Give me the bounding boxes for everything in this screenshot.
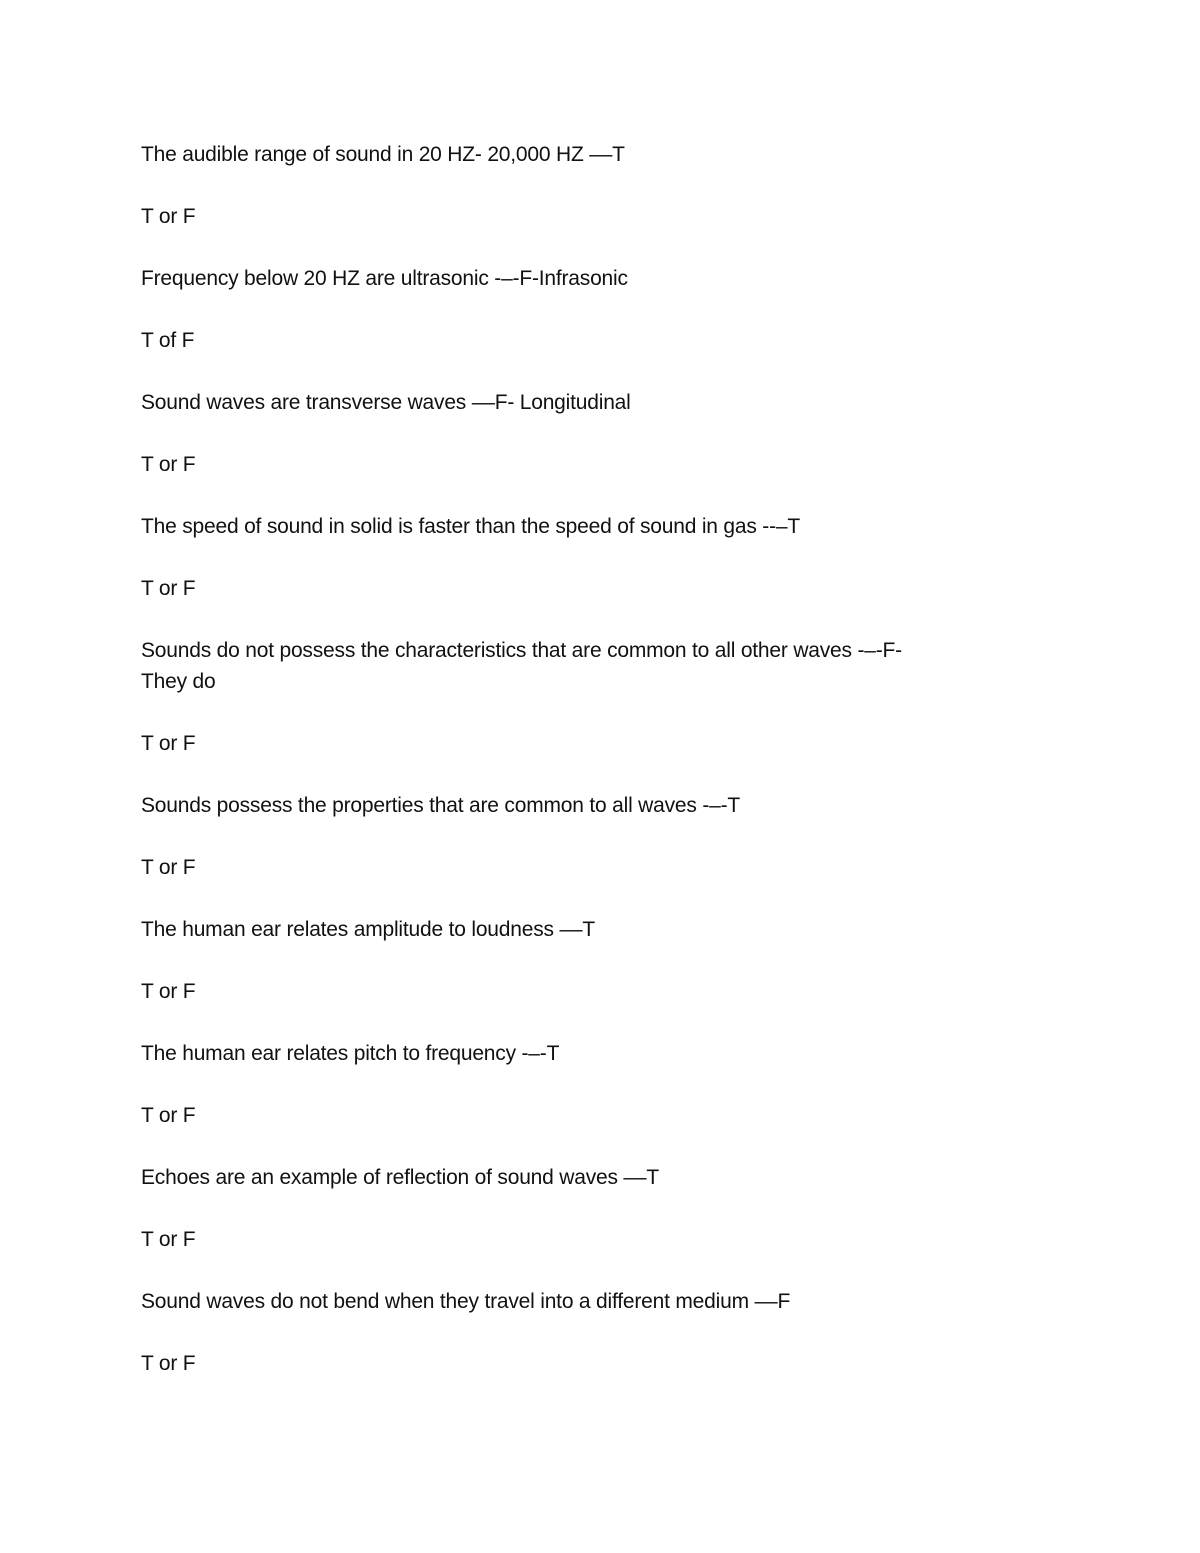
prompt-line: T or F (141, 980, 196, 1003)
statement-line: The human ear relates pitch to frequency -–-T (141, 1042, 560, 1065)
prompt-line: T or F (141, 856, 196, 879)
statement-line: Sound waves do not bend when they travel into a different medium ––F (141, 1290, 791, 1313)
prompt-line: T or F (141, 1228, 196, 1251)
prompt-line: T or F (141, 453, 196, 476)
prompt-line: T or F (141, 205, 196, 228)
document-body (141, 139, 1041, 1410)
statement-line: The audible range of sound in 20 HZ- 20,000 HZ ––T (141, 143, 625, 166)
statement-line: Sound waves are transverse waves ––F- Longitudinal (141, 391, 631, 414)
prompt-line: T or F (141, 1104, 196, 1127)
statement-line: Echoes are an example of reflection of sound waves ––T (141, 1166, 660, 1189)
prompt-line: T or F (141, 1352, 196, 1375)
statement-line: The speed of sound in solid is faster than the speed of sound in gas --–T (141, 515, 800, 538)
prompt-line: T of F (141, 329, 195, 352)
statement-line: The human ear relates amplitude to loudness ––T (141, 918, 596, 941)
statement-line: Sounds do not possess the characteristics that are common to all other waves -–-F- They do (141, 639, 902, 693)
statement-line: Frequency below 20 HZ are ultrasonic -–-F-Infrasonic (141, 267, 628, 290)
statement-line: Sounds possess the properties that are common to all waves -–-T (141, 794, 741, 817)
prompt-line: T or F (141, 577, 196, 600)
prompt-line: T or F (141, 732, 196, 755)
